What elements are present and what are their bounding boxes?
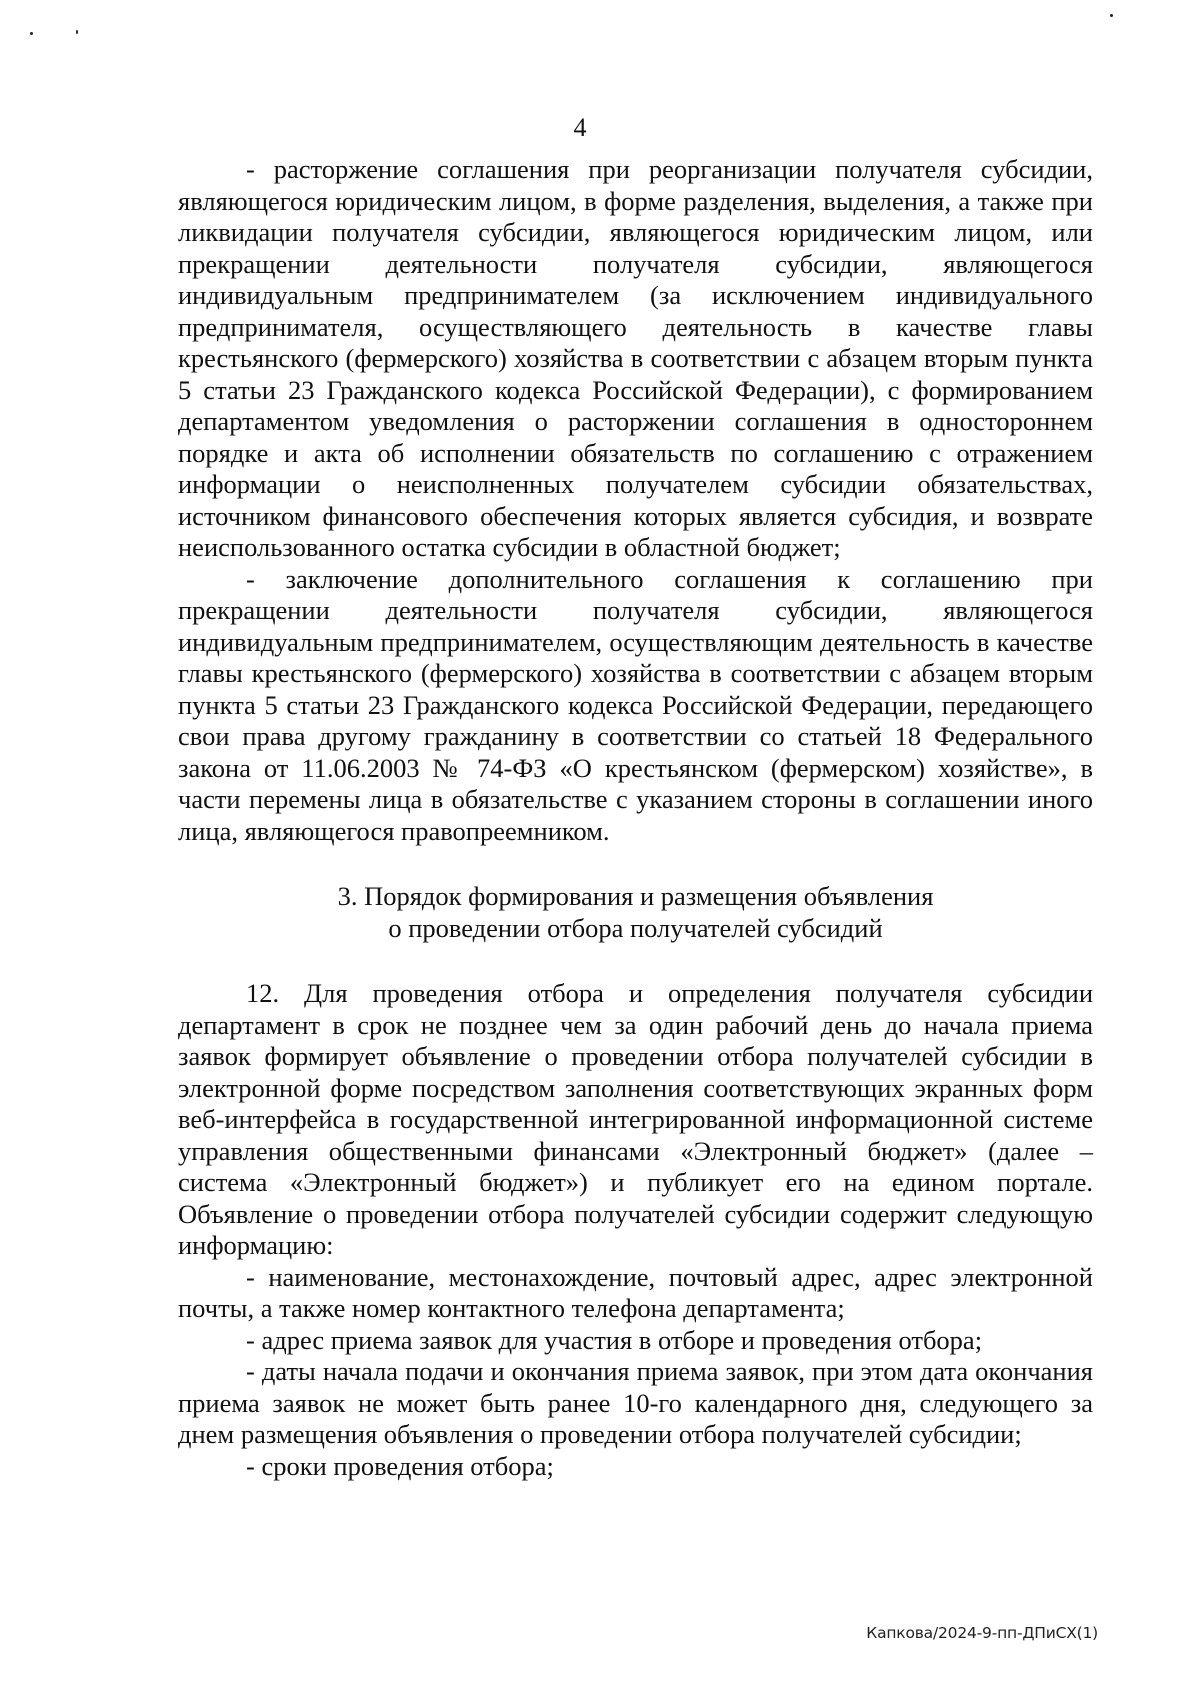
scan-speck	[1110, 14, 1113, 17]
page-number: 4	[573, 113, 587, 142]
paragraph-list-item: - даты начала подачи и окончания приема заявок, при этом дата окончания приема заявок не может быть ранее 10-го календарного дня, следующего за днем размещения объявления о проведении отбора получателей субсидии;	[178, 1356, 1093, 1449]
section-heading-line-2: о проведении отбора получателей субсидий	[388, 912, 883, 943]
paragraph-list-item: - сроки проведения отбора;	[246, 1450, 554, 1481]
scan-speck	[76, 30, 78, 34]
paragraph-list-item: - адрес приема заявок для участия в отборе и проведения отбора;	[246, 1324, 983, 1355]
scan-speck	[30, 32, 33, 35]
document-footer-id: Капкова/2024-9-пп-ДПиСХ(1)	[866, 1624, 1098, 1642]
paragraph-additional-agreement: - заключение дополнительного соглашения к соглашению при прекращении деятельности получателя субсидии, являющегося индивидуальным предпринимателем, осуществляющим деятельность в качестве главы крестьянского (фермерского) хозяйства в соответствии с абзацем вторым пункта 5 статьи 23 Гражданского кодекса Российской Федерации, передающего свои права другому гражданину в соответствии со статьей 18 Федерального закона от 11.06.2003 № 74-ФЗ «О крестьянском (фермерском) хозяйстве», в части перемены лица в обязательстве с указанием стороны в соглашении иного лица, являющегося правопреемником.	[178, 563, 1093, 846]
document-body	[178, 154, 1093, 1482]
paragraph-list-item: - наименование, местонахождение, почтовый адрес, адрес электронной почты, а также номер контактного телефона департамента;	[178, 1261, 1093, 1323]
section-heading	[178, 881, 1093, 944]
paragraph-item-12: 12. Для проведения отбора и определения получателя субсидии департамент в срок не позднее чем за один рабочий день до начала приема заявок формирует объявление о проведении отбора получателей субсидии в электронной форме посредством заполнения соответствующих экранных форм веб-интерфейса в государственной интегрированной информационной системе управления общественными финансами «Электронный бюджет» (далее – система «Электронный бюджет») и публикует его на едином портале. Объявление о проведении отбора получателей субсидии содержит следующую информацию:	[178, 978, 1093, 1260]
section-heading-line-1: 3. Порядок формирования и размещения объявления	[337, 881, 934, 911]
paragraph-termination: - расторжение соглашения при реорганизации получателя субсидии, являющегося юридическим лицом, в форме разделения, выделения, а также при ликвидации получателя субсидии, являющегося юридическим лицом, или прекращении деятельности получателя субсидии, являющегося индивидуальным предпринимателем (за исключением индивидуального предпринимателя, осуществляющего деятельность в качестве главы крестьянского (фермерского) хозяйства в соответствии с абзацем вторым пункта 5 статьи 23 Гражданского кодекса Российской Федерации), с формированием департаментом уведомления о расторжении соглашения в одностороннем порядке и акта об исполнении обязательств по соглашению с отражением информации о неисполненных получателем субсидии обязательствах, источником финансового обеспечения которых является субсидия, и возврате неиспользованного остатка субсидии в областной бюджет;	[178, 154, 1093, 562]
